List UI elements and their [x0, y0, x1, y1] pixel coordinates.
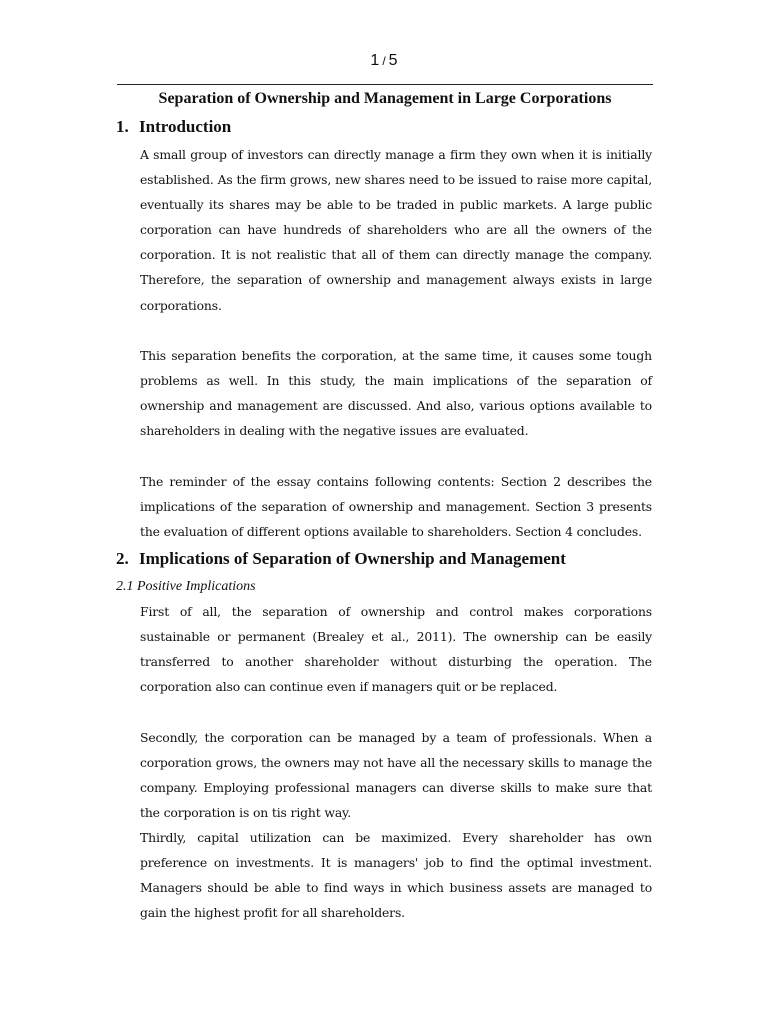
subsection-heading: 2.1 Positive Implications — [116, 579, 256, 594]
page-separator: / — [382, 54, 386, 68]
document-title: Separation of Ownership and Management in Large Corporations — [158, 90, 612, 107]
page-current: 1 — [370, 52, 380, 69]
page-number — [0, 51, 768, 71]
paragraph: The reminder of the essay contains following contents: Section 2 describes the implications of the separation of ownership and management. Section 3 presents the evaluation of different options available to shareholders. Section 4 concludes. — [140, 474, 652, 540]
paragraph: Thirdly, capital utilization can be maximized. Every shareholder has own preference on investments. It is managers' job to find the optimal investment. Managers should be able to find ways in which business assets are managed to gain the highest profit for all shareholders. — [140, 830, 652, 921]
header-rule — [117, 84, 653, 85]
section-heading-implications — [116, 548, 566, 570]
paragraph: This separation benefits the corporation, at the same time, it causes some tough problems as well. In this study, the main implications of the separation of ownership and management are discussed. And also, various options available to shareholders in dealing with the negative issues are evaluated. — [140, 348, 652, 439]
page-total: 5 — [388, 52, 398, 69]
paragraph: A small group of investors can directly manage a firm they own when it is initially established. As the firm grows, new shares need to be issued to raise more capital, eventually its shares may be able to be traded in public markets. A large public corporation can have hundreds of shareholders who are all the owners of the corporation. It is not realistic that all of them can directly manage the company. Therefore, the separation of ownership and management always exists in large corporations. — [140, 147, 652, 313]
paragraph: First of all, the separation of ownership and control makes corporations sustainable or permanent (Brealey et al., 2011). The ownership can be easily transferred to another shareholder without disturbing the operation. The corporation also can continue even if managers quit or be replaced. — [140, 604, 652, 695]
paragraph: Secondly, the corporation can be managed by a team of professionals. When a corporation grows, the owners may not have all the necessary skills to manage the company. Employing professional managers can diverse skills to make sure that the corporation is on tis right way. — [140, 730, 652, 821]
section-number: 2. — [116, 549, 129, 568]
section-title: Implications of Separation of Ownership and Management — [139, 549, 566, 568]
section-title: Introduction — [139, 117, 232, 136]
section-number: 1. — [116, 117, 129, 136]
section-heading-introduction — [116, 116, 231, 138]
